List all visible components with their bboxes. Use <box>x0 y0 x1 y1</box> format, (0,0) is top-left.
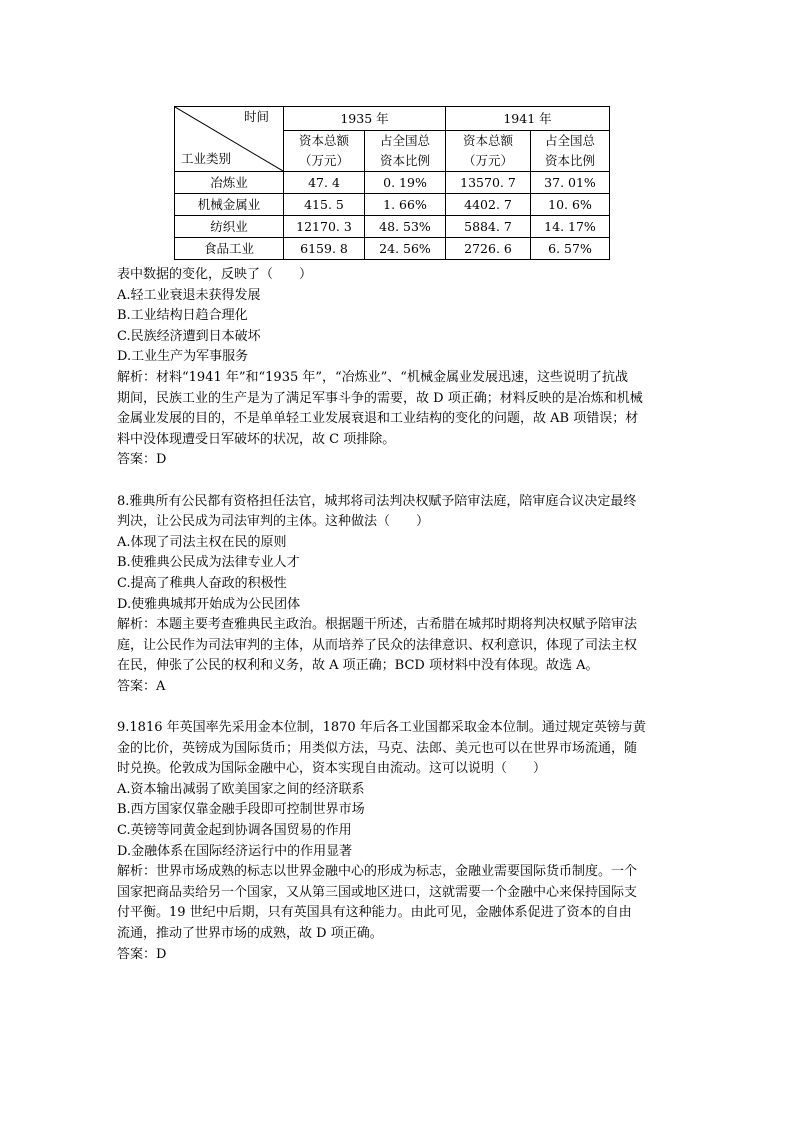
question-9-stem: 时兑换。伦敦成为国际金融中心，资本实现自由流动。这可以说明（ ） <box>117 761 547 777</box>
option-b: B.工业结构日趋合理化 <box>117 308 248 324</box>
option-a: A.体现了司法主权在民的原则 <box>117 534 287 550</box>
option-b: B.使雅典公民成为法律专业人才 <box>117 555 300 571</box>
analysis-line: 付平衡。19 世纪中后期，只有英国具有这种能力。由此可见，金融体系促进了资本的自由 <box>117 905 632 921</box>
table-row: 纺织业 12170. 3 48. 53% 5884. 7 14. 17% <box>175 216 610 238</box>
col-header: 资本总额 （万元） <box>284 131 365 172</box>
option-d: D.工业生产为军事服务 <box>117 349 249 365</box>
question-8-stem: 判决，让公民成为司法审判的主体。这种做法（ ） <box>117 514 430 530</box>
option-a: A.资本输出减弱了欧美国家之间的经济联系 <box>117 781 365 797</box>
option-d: D.使雅典城邦开始成为公民团体 <box>117 596 301 612</box>
analysis-line: 解析：世界市场成熟的标志以世界金融中心的形成为标志，金融业需要国际货币制度。一个 <box>117 864 638 880</box>
year-header-1935: 1935 年 <box>284 107 446 131</box>
option-d: D.金融体系在国际经济运行中的作用显著 <box>117 843 353 859</box>
corner-label-time: 时间 <box>243 109 269 124</box>
analysis-line: 金属业发展的目的，不是单单轻工业发展衰退和工业结构的变化的问题，故 AB 项错误；材 <box>117 411 639 427</box>
table-row: 冶炼业 47. 4 0. 19% 13570. 7 37. 01% <box>175 172 610 194</box>
option-c: C.民族经济遭到日本破坏 <box>117 328 261 344</box>
question-7-stem: 表中数据的变化，反映了（ ） <box>117 267 313 282</box>
table-row: 食品工业 6159. 8 24. 56% 2726. 6 6. 57% <box>175 238 610 260</box>
option-a: A.轻工业衰退未获得发展 <box>117 287 261 303</box>
table-row: 机械金属业 415. 5 1. 66% 4402. 7 10. 6% <box>175 194 610 216</box>
question-9-stem: 9.1816 年英国率先采用金本位制，1870 年后各工业国都采取金本位制。通过规定英镑与黄 <box>117 720 646 736</box>
question-block <box>117 265 682 965</box>
col-header: 占全国总 资本比例 <box>531 131 610 172</box>
analysis-line: 流通，推动了世界市场的成熟，故 D 项正确。 <box>117 926 383 941</box>
analysis-line: 期间，民族工业的生产是为了满足军事斗争的需要，故 D 项正确；材料反映的是冶炼和机械 <box>117 390 643 406</box>
option-b: B.西方国家仅靠金融手段即可控制世界市场 <box>117 802 365 818</box>
answer: 答案：A <box>117 678 166 694</box>
year-header-1941: 1941 年 <box>446 107 610 131</box>
industry-capital-table <box>174 106 610 260</box>
table-corner-header <box>175 107 284 172</box>
option-c: C.提高了稚典人奋政的积极性 <box>117 575 287 591</box>
answer: 答案：D <box>117 946 167 962</box>
analysis-line: 解析：本题主要考查雅典民主政治。根据题干所述，古希腊在城邦时期将判决权赋予陪审法 <box>117 617 638 633</box>
analysis-line: 庭，让公民作为司法审判的主体，从而培养了民众的法律意识、权利意识，体现了司法主权 <box>117 637 638 653</box>
col-header: 占全国总 资本比例 <box>365 131 446 172</box>
question-9-stem: 金的比价，英镑成为国际货币；用类似方法，马克、法郎、美元也可以在世界市场流通，随 <box>117 740 638 756</box>
analysis-line: 在民，伸张了公民的权利和义务，故 A 项正确；BCD 项材料中没有体现。故选 A。 <box>117 658 599 674</box>
analysis-line: 解析：材料“1941 年”和“1935 年”，“冶炼业”、“机械金属业发展迅速，这些说明了抗战 <box>117 369 628 385</box>
answer: 答案：D <box>117 452 167 468</box>
analysis-line: 料中没体现遭受日军破坏的状况，故 C 项排除。 <box>117 431 396 447</box>
corner-label-category: 工业类别 <box>181 151 232 166</box>
option-c: C.英镑等同黄金起到协调各国贸易的作用 <box>117 823 352 839</box>
question-8-stem: 8.雅典所有公民都有资格担任法官，城邦将司法判决权赋予陪审法庭，陪审庭合议决定最终 <box>117 493 637 509</box>
col-header: 资本总额 （万元） <box>446 131 531 172</box>
analysis-line: 国家把商品卖给另一个国家，又从第三国或地区进口，这就需要一个金融中心来保持国际支 <box>117 884 638 900</box>
